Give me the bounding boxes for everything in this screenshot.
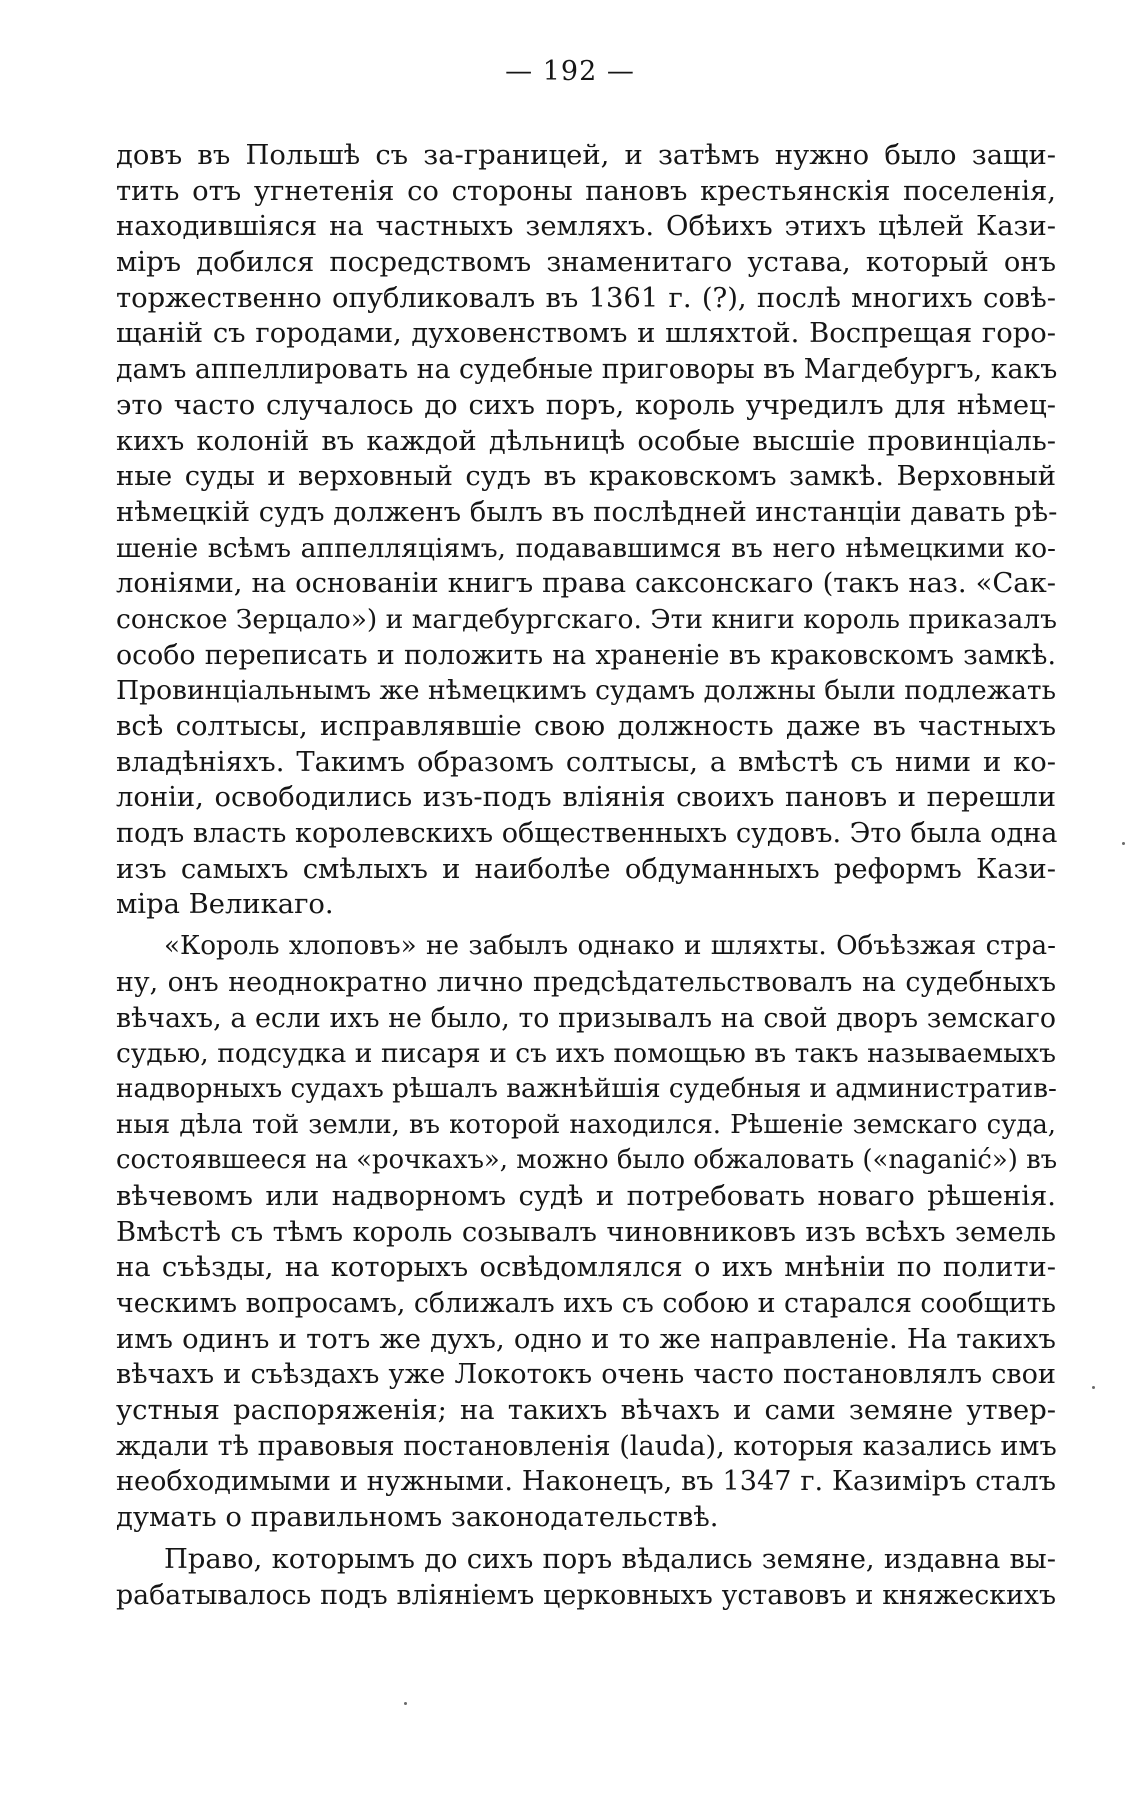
- text-line: кихъ колоній въ каждой дѣльницѣ особые высшіе провинціаль-: [116, 425, 1056, 457]
- text-line: міръ добился посредствомъ знаменитаго устава, который онъ: [116, 247, 1056, 279]
- text-line: ныя дѣла той земли, въ которой находился. Рѣшеніе земскаго суда,: [116, 1109, 1056, 1140]
- text-line: подъ власть королевскихъ общественныхъ судовъ. Это была одна: [116, 818, 1058, 850]
- paragraph: [116, 138, 1056, 923]
- text-line: ческимъ вопросамъ, сближалъ ихъ съ собою и старался сообщить: [116, 1288, 1056, 1319]
- text-line: рабатывалось подъ вліяніемъ церковныхъ уставовъ и княжескихъ: [116, 1579, 1056, 1611]
- print-speck: [404, 1702, 407, 1705]
- paragraph: [116, 1542, 1056, 1613]
- text-line: міра Великаго.: [116, 889, 334, 921]
- text-line: Провинціальнымъ же нѣмецкимъ судамъ должны были подлежать: [116, 675, 1056, 707]
- page-number: — 192 —: [505, 56, 635, 87]
- text-line: лоніями, на основаніи книгъ права саксонскаго (такъ наз. «Сак-: [116, 568, 1056, 600]
- text-line: шеніе всѣмъ аппелляціямъ, подававшимся въ него нѣмецкими ко-: [116, 532, 1056, 564]
- text-line: изъ самыхъ смѣлыхъ и наиболѣе обдуманныхъ реформъ Кази-: [116, 853, 1056, 885]
- text-line: Право, которымъ до сихъ поръ вѣдались земяне, издавна вы-: [164, 1543, 1056, 1575]
- text-line: необходимыми и нужными. Наконецъ, въ 1347 г. Казиміръ сталъ: [116, 1466, 1056, 1498]
- text-line: вѣчахъ и съѣздахъ уже Локотокъ очень часто постановлялъ свои: [116, 1359, 1056, 1391]
- text-line: тить отъ угнетенія со стороны пановъ крестьянскія поселенія,: [116, 175, 1056, 207]
- text-line: ждали тѣ правовыя постановленія (laudа), которыя казались имъ: [116, 1430, 1057, 1462]
- text-line: имъ одинъ и тотъ же духъ, одно и то же направленіе. На такихъ: [116, 1323, 1056, 1355]
- text-line: сонское Зерцало») и магдебургскаго. Эти книги король приказалъ: [116, 603, 1057, 635]
- text-line: щаній съ городами, духовенствомъ и шляхтой. Воспрещая горо-: [116, 318, 1056, 350]
- text-line: на съѣзды, на которыхъ освѣдомлялся о ихъ мнѣніи по полити-: [116, 1252, 1056, 1284]
- body-text: [116, 138, 1056, 1613]
- text-line: особо переписать и положить на храненіе въ краковскомъ замкѣ.: [116, 639, 1056, 671]
- text-line: ные суды и верховный судъ въ краковскомъ замкѣ. Верховный: [116, 461, 1056, 493]
- paragraph: [116, 929, 1056, 1536]
- text-line: лоніи, освободились изъ-подъ вліянія своихъ пановъ и перешли: [116, 782, 1056, 814]
- text-line: находившіяся на частныхъ земляхъ. Обѣихъ этихъ цѣлей Кази-: [116, 211, 1056, 243]
- text-line: думать о правильномъ законодательствѣ.: [116, 1502, 719, 1534]
- text-line: надворныхъ судахъ рѣшалъ важнѣйшія судебныя и административ-: [116, 1073, 1057, 1104]
- print-speck: [1122, 842, 1125, 845]
- text-line: устныя распоряженія; на такихъ вѣчахъ и сами земяне утвер-: [116, 1395, 1056, 1427]
- text-line: это часто случалось до сихъ поръ, король учредилъ для нѣмец-: [116, 389, 1056, 421]
- print-speck: [1092, 1386, 1095, 1389]
- text-line: нѣмецкій судъ долженъ былъ въ послѣдней инстанціи давать рѣ-: [116, 496, 1058, 528]
- text-line: вѣчевомъ или надворномъ судѣ и потребовать новаго рѣшенія.: [116, 1180, 1056, 1212]
- text-line: всѣ солтысы, исправлявшіе свою должность даже въ частныхъ: [116, 711, 1056, 742]
- text-line: владѣніяхъ. Такимъ образомъ солтысы, а вмѣстѣ съ ними и ко-: [116, 746, 1056, 778]
- text-line: Вмѣстѣ съ тѣмъ король созывалъ чиновниковъ изъ всѣхъ земель: [116, 1216, 1056, 1248]
- text-line: ну, онъ неоднократно лично предсѣдательствовалъ на судебныхъ: [116, 966, 1056, 998]
- text-line: дамъ аппеллировать на судебные приговоры въ Магдебургъ, какъ: [116, 354, 1058, 386]
- text-line: состоявшееся на «рочкахъ», можно было обжаловать («naganić») въ: [116, 1145, 1058, 1176]
- text-line: торжественно опубликовалъ въ 1361 г. (?), послѣ многихъ совѣ-: [116, 282, 1056, 314]
- text-line: вѣчахъ, а если ихъ не было, то призывалъ на свой дворъ земскаго: [116, 1002, 1056, 1034]
- text-line: «Король хлоповъ» не забылъ однако и шляхты. Объѣзжая стра-: [164, 931, 1056, 962]
- text-line: судью, подсудка и писаря и съ ихъ помощью въ такъ называемыхъ: [116, 1038, 1056, 1070]
- text-line: довъ въ Польшѣ съ за-границей, и затѣмъ нужно было защи-: [116, 140, 1056, 171]
